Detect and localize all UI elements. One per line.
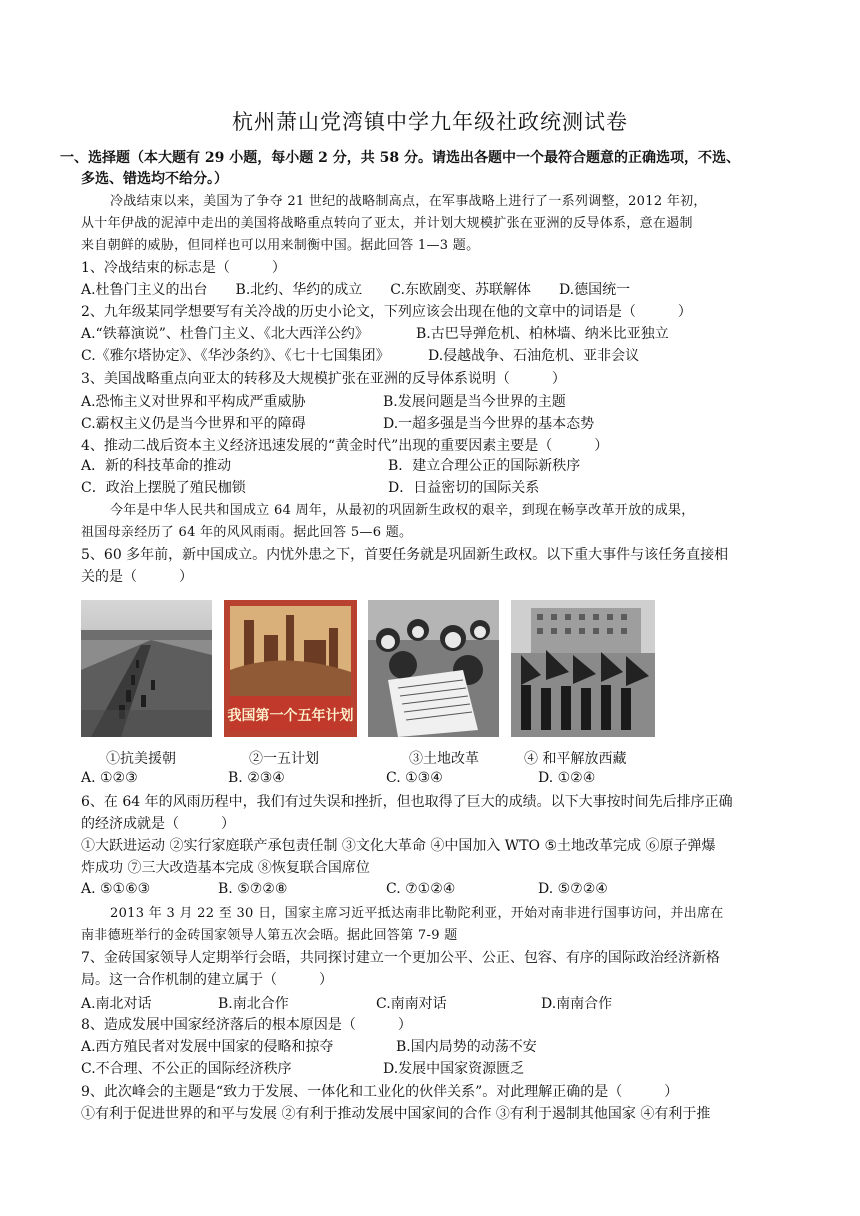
question-6-choice-b: B. ⑤⑦②⑧ (218, 881, 288, 897)
question-7-stem-cont: 局。这一合作机制的建立属于（ ） (81, 972, 333, 988)
question-5-stem: 5、60 多年前，新中国成立。内忧外患之下，首要任务就是巩固新生政权。以下重大事件与该任务直接相 (81, 547, 729, 563)
photo-tibet (511, 600, 655, 737)
question-8-option-a: A.西方殖民者对发展中国家的侵略和掠夺 (81, 1039, 334, 1055)
question-2-option-a: A.“铁幕演说”、杜鲁门主义、《北大西洋公约》 (81, 326, 369, 342)
section-heading: 一、选择题（本大题有 29 小题，每小题 2 分，共 58 分。请选出各题中一个最符合题意的正确选项，不选、 (60, 150, 740, 166)
question-1-options: A.杜鲁门主义的出台 B.北约、华约的成立 C.东欧剧变、苏联解体 D.德国统一 (81, 282, 631, 298)
question-7-choice-c: C.南南对话 (376, 996, 447, 1012)
question-7-choice-d: D.南南合作 (541, 996, 613, 1012)
question-2-option-c: C.《雅尔塔协定》、《华沙条约》、《七十七国集团》 (81, 348, 390, 364)
question-6-choice-d: D. ⑤⑦②④ (538, 881, 608, 897)
question-8-option-d: D.发展中国家资源匮乏 (383, 1061, 525, 1077)
question-2-option-d: D.侵越战争、石油危机、亚非会议 (428, 348, 640, 364)
question-3-option-a: A.恐怖主义对世界和平构成严重威胁 (81, 394, 306, 410)
question-9-items: ①有利于促进世界的和平与发展 ②有利于推动发展中国家间的合作 ③有利于遏制其他国家 ④有利于推 (81, 1106, 711, 1122)
question-3-option-d: D.一超多强是当今世界的基本态势 (383, 416, 595, 432)
photo-caption-3: ③土地改革 (409, 751, 479, 767)
question-4-option-b: B．建立合理公正的国际新秩序 (388, 458, 581, 474)
question-6-stem: 6、在 64 年的风雨历程中，我们有过失误和挫折，但也取得了巨大的成绩。以下大事按时间先后排序正确 (81, 794, 733, 810)
question-5-choice-d: D. ①②④ (538, 770, 596, 786)
question-5-stem-cont: 关的是（ ） (81, 569, 193, 585)
question-3-option-c: C.霸权主义仍是当今世界和平的障碍 (81, 416, 306, 432)
question-6-choice-c: C. ⑦①②④ (386, 881, 456, 897)
question-9-stem: 9、此次峰会的主题是“致力于发展、一体化和工业化的伙伴关系”。对此理解正确的是（ ） (81, 1084, 679, 1100)
passage-2-line-1: 今年是中华人民共和国成立 64 周年，从最初的巩固新生政权的艰辛，到现在畅享改革开放的成果， (110, 503, 695, 518)
question-1-stem: 1、冷战结束的标志是（ ） (81, 260, 286, 276)
passage-1-line-1: 冷战结束以来，美国为了争夺 21 世纪的战略制高点，在军事战略上进行了一系列调整，2012 年初， (110, 194, 707, 209)
question-5-choice-a: A. ①②③ (81, 770, 138, 786)
question-4-option-c: C．政治上摆脱了殖民枷锁 (81, 480, 246, 496)
passage-1-line-2: 从十年伊战的泥淖中走出的美国将战略重点转向了亚太，并计划大规模扩张在亚洲的反导体系，意在遏制 (81, 216, 693, 231)
photo-land-reform (368, 600, 499, 737)
question-4-stem: 4、推动二战后资本主义经济迅速发展的“黄金时代”出现的重要因素主要是（ ） (81, 438, 609, 454)
question-4-option-a: A．新的科技革命的推动 (81, 458, 232, 474)
question-6-items: ①大跃进运动 ②实行家庭联产承包责任制 ③文化大革命 ④中国加入 WTO ⑤土地改革完成 ⑥原子弹爆 (81, 838, 716, 854)
photo-caption-4: ④ 和平解放西藏 (524, 751, 627, 767)
question-8-option-b: B.国内局势的动荡不安 (396, 1039, 537, 1055)
photo-korean-war (81, 600, 212, 737)
photo-land-reform-image (368, 600, 499, 737)
poster-caption: 我国第一个五年计划 (227, 708, 354, 724)
photo-caption-1: ①抗美援朝 (106, 751, 176, 767)
question-7-choice-b: B.南北合作 (218, 996, 289, 1012)
question-6-choice-a: A. ⑤①⑥③ (81, 881, 151, 897)
question-4-option-d: D．日益密切的国际关系 (388, 480, 540, 496)
question-5-choice-b: B. ②③④ (228, 770, 285, 786)
section-heading-cont: 多选、错选均不给分。） (81, 171, 228, 187)
question-3-stem: 3、美国战略重点向亚太的转移及大规模扩张在亚洲的反导体系说明（ ） (81, 371, 566, 387)
photo-caption-2: ②一五计划 (249, 751, 319, 767)
photo-korean-war-image (81, 600, 212, 737)
passage-3-line-1: 2013 年 3 月 22 至 30 日，国家主席习近平抵达南非比勒陀利亚，开始对南非进行国事访问，并出席在 (110, 906, 724, 921)
question-2-option-b: B.古巴导弹危机、柏林墙、纳米比亚独立 (416, 326, 669, 342)
photo-tibet-image (511, 600, 655, 737)
question-6-stem-cont: 的经济成就是（ ） (81, 816, 235, 832)
passage-1-line-3: 来自朝鲜的威胁，但同样也可以用来制衡中国。据此回答 1—3 题。 (81, 238, 480, 253)
question-6-items-cont: 炸成功 ⑦三大改造基本完成 ⑧恢复联合国席位 (81, 860, 370, 876)
question-7-stem: 7、金砖国家领导人定期举行会晤，共同探讨建立一个更加公平、公正、包容、有序的国际政治经济新格 (81, 950, 720, 966)
page-title: 杭州萧山党湾镇中学九年级社政统测试卷 (232, 110, 628, 134)
passage-2-line-2: 祖国母亲经历了 64 年的风风雨雨。据此回答 5—6 题。 (81, 525, 413, 540)
question-8-option-c: C.不合理、不公正的国际经济秩序 (81, 1061, 292, 1077)
passage-3-line-2: 南非德班举行的金砖国家领导人第五次会晤。据此回答第 7-9 题 (81, 928, 458, 943)
question-8-stem: 8、造成发展中国家经济落后的根本原因是（ ） (81, 1017, 412, 1033)
question-5-choice-c: C. ①③④ (386, 770, 443, 786)
question-2-stem: 2、九年级某同学想要写有关冷战的历史小论文，下列应该会出现在他的文章中的词语是（ ） (81, 304, 692, 320)
question-3-option-b: B.发展问题是当今世界的主题 (383, 394, 566, 410)
poster-five-year-plan (224, 600, 357, 737)
question-7-choice-a: A.南北对话 (81, 996, 152, 1012)
